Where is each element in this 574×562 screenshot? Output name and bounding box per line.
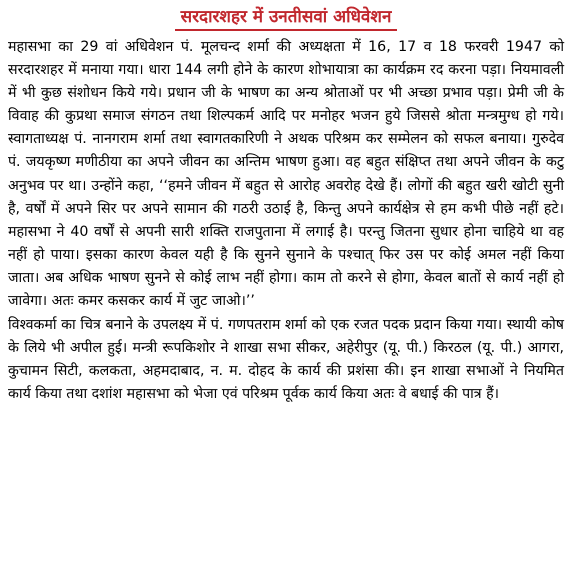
paragraph-convention-report: महासभा का 29 वां अधिवेशन पं. मूलचन्द शर्मा की अध्यक्षता में 16, 17 व 18 फरवरी 1947 को सरदारशहर में मनाया गया। धारा 144 लगी होने के कारण शोभायात्रा का कार्यक्रम रद करना पड़ा। नियमावली में भी कुछ संशोधन किये गये। प्रधान जी के भाषण का अन्य श्रोताओं पर भी अच्छा प्रभाव पड़ा। प्रेमी जी के विवाह की कुप्रथा समाज संगठन तथा शिल्पकर्म आदि पर मनोहर भजन हुये जिससे श्रोता मन्त्रमुग्ध हो गये। स्वागताध्यक्ष पं. नानगराम शर्मा तथा स्वागतकारिणी ने अथक परिश्रम कर सम्मेलन को सफल बनाया। गुरुदेव पं. जयकृष्ण मणीठीया का अपने जीवन का अन्तिम भाषण हुआ। वह बहुत संक्षिप्त तथा अपने जीवन के कटु अनुभव पर था। उन्होंने कहा, ‘‘हमने जीवन में बहुत से आरोह अवरोह देखे हैं। लोगों की बहुत खरी खोटी सुनी है, वर्षों में अपने सिर पर अपने सामान की गठरी उठाई है, किन्तु अपने कार्यक्षेत्र से हम कभी पीछे नहीं हटे। महासभा ने 40 वर्षों से अपनी सारी शक्ति राजपुताना में लगाई है। परन्तु जितना सुधार होना चाहिये था वह नहीं हो पाया। इसका कारण केवल यही है कि सुनने सुनाने के पश्चात् फिर उस पर कोई अमल नहीं किया जाता। अब अधिक भाषण सुनने से कोई लाभ नहीं होगा। काम तो करने से होगा, केवल बातों से कार्य नहीं हो जावेगा। अतः कमर कसकर कार्य में जुट जाओ।’’ [8, 39, 564, 310]
paragraph-awards-and-branches: विश्वकर्मा का चित्र बनाने के उपलक्ष्य में पं. गणपतराम शर्मा को एक रजत पदक प्रदान किया गया। स्थायी कोष के लिये भी अपील हुई। मन्त्री रूपकिशोर ने शाखा सभा सीकर, अहेरीपुर (यू. पी.) किरठल (यू. पी.) आगरा, कुचामन सिटी, कलकता, अहमदाबाद, न. म. दोहद के कार्य की प्रशंसा की। इन शाखा सभाओं ने नियमित कार्य किया तथा दशांश महासभा को भेजा एवं परिश्रम पूर्वक कार्य किया अतः वे बधाई की पात्र हैं। [8, 317, 564, 403]
page-title: सरदारशहर में उनतीसवां अधिवेशन [175, 6, 398, 31]
heading-container [8, 6, 564, 31]
